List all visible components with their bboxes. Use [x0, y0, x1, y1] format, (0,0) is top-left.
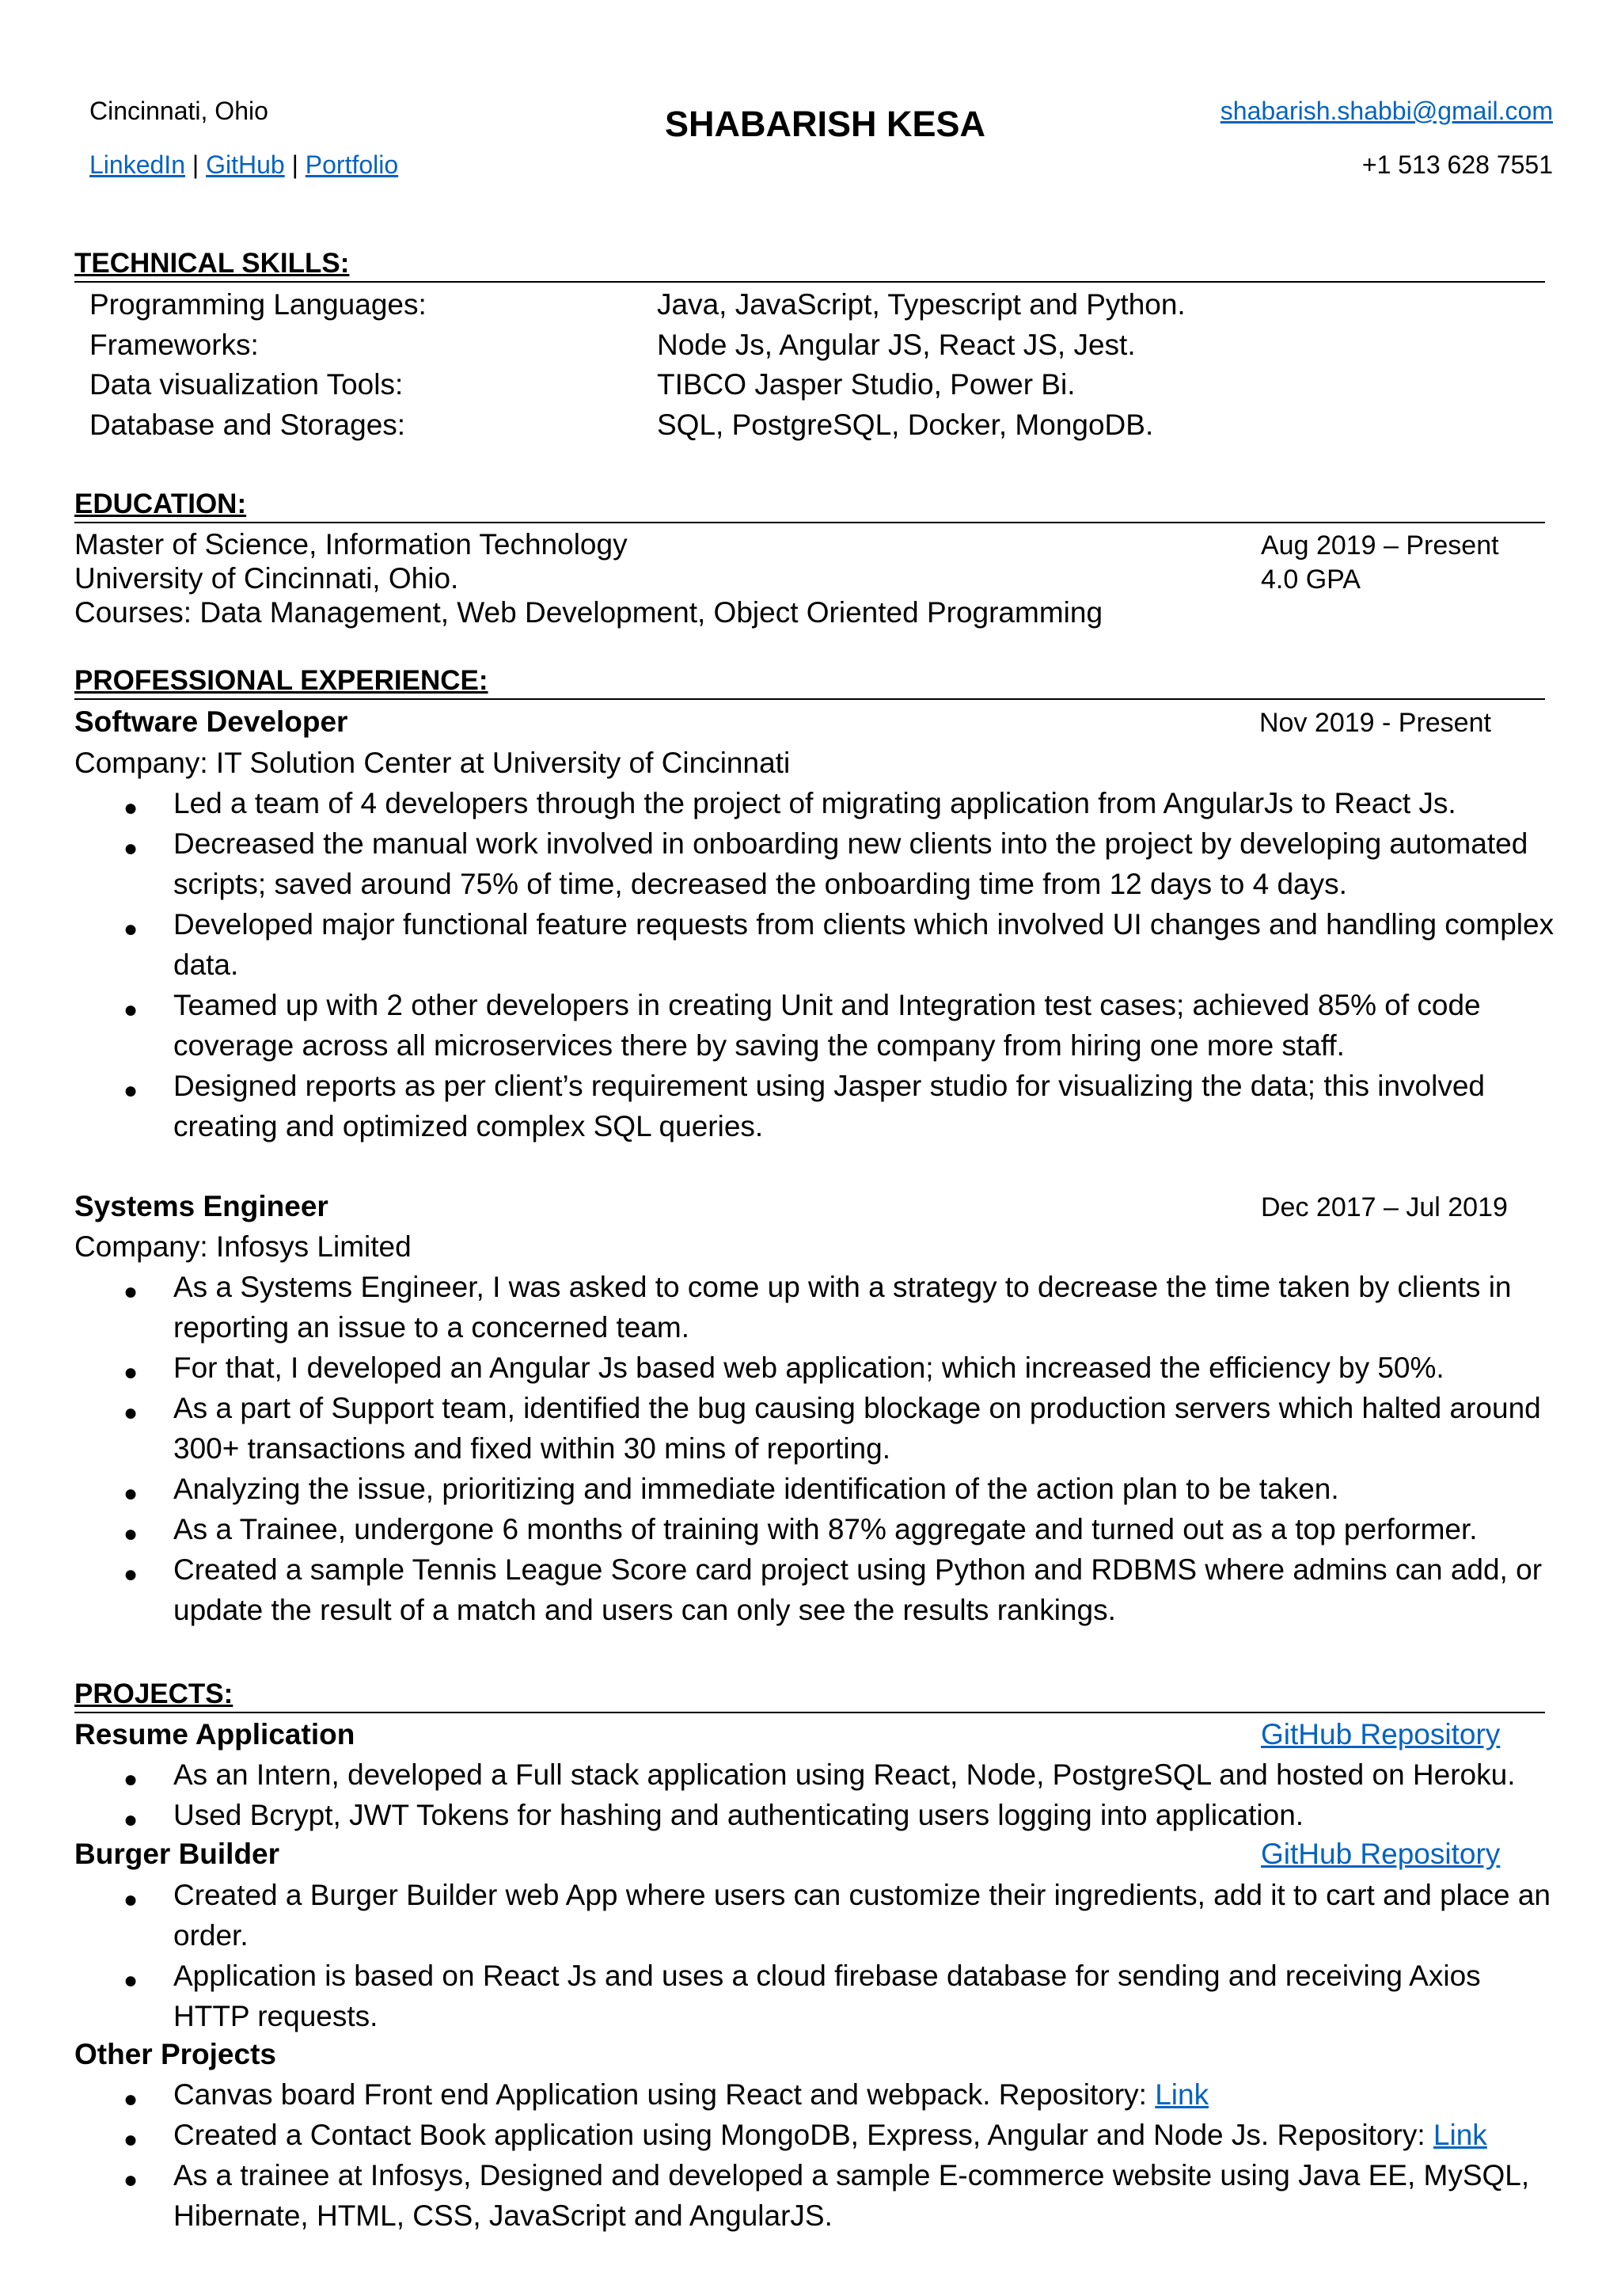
- skill-label: Database and Storages:: [89, 409, 406, 441]
- bullet-point: ●: [123, 1887, 139, 1913]
- link-separator: |: [192, 150, 199, 179]
- bullet-point: ●: [123, 1521, 139, 1547]
- project-title: Other Projects: [74, 2038, 276, 2070]
- section-heading-skills: TECHNICAL SKILLS:: [74, 248, 1545, 283]
- skill-value: Node Js, Angular JS, React JS, Jest.: [657, 329, 1136, 361]
- candidate-name: SHABARISH KESA: [665, 104, 986, 144]
- list-item: [173, 2115, 1558, 2155]
- list-item: Decreased the manual work involved in onboarding new clients into the project by developing automated scripts; saved around 75% of time, decreased the onboarding time from 12 days to 4 days.: [173, 827, 1528, 900]
- bullet-point: ●: [123, 916, 139, 942]
- degree: Master of Science, Information Technology: [74, 528, 628, 561]
- phone: +1 513 628 7551: [1361, 150, 1553, 179]
- bullet-point: ●: [123, 2167, 139, 2193]
- list-item: As an Intern, developed a Full stack application using React, Node, PostgreSQL and hosted on Heroku.: [173, 1758, 1516, 1791]
- list-item: As a Systems Engineer, I was asked to come up with a strategy to decrease the time taken by clients in reporting an issue to a concerned team.: [173, 1271, 1512, 1344]
- list-item: As a part of Support team, identified the bug causing blockage on production servers which halted around 300+ transactions and fixed within 30 mins of reporting.: [173, 1392, 1541, 1465]
- bullet-point: ●: [123, 835, 139, 861]
- education-dates: Aug 2019 – Present: [1261, 530, 1499, 561]
- repository-link[interactable]: Link: [1433, 2119, 1487, 2151]
- location: Cincinnati, Ohio: [89, 97, 268, 125]
- list-item: Teamed up with 2 other developers in creating Unit and Integration test cases; achieved 85% of code coverage across all microservices there by saving the company from hiring one more staff.: [173, 989, 1481, 1062]
- courses: Courses: Data Management, Web Development, Object Oriented Programming: [74, 596, 1103, 629]
- github-link[interactable]: GitHub: [206, 150, 285, 179]
- gpa: 4.0 GPA: [1261, 564, 1361, 595]
- list-item: Analyzing the issue, prioritizing and immediate identification of the action plan to be taken.: [173, 1473, 1339, 1505]
- email-link[interactable]: shabarish.shabbi@gmail.com: [1220, 97, 1553, 125]
- skill-label: Programming Languages:: [89, 288, 427, 321]
- link-separator: |: [291, 150, 298, 179]
- bullet-point: ●: [123, 2086, 139, 2112]
- job-dates: Dec 2017 – Jul 2019: [1261, 1192, 1508, 1222]
- skill-label: Frameworks:: [89, 329, 259, 361]
- list-item: Created a sample Tennis League Score card project using Python and RDBMS where admins can add, or update the result of a match and users can only see the results rankings.: [173, 1553, 1543, 1626]
- list-item: Created a Burger Builder web App where users can customize their ingredients, add it to cart and place an order.: [173, 1879, 1551, 1952]
- github-repository-link[interactable]: GitHub Repository: [1261, 1718, 1501, 1751]
- list-item: As a Trainee, undergone 6 months of training with 87% aggregate and turned out as a top performer.: [173, 1513, 1478, 1545]
- bullet-point: ●: [123, 1078, 139, 1104]
- bullet-point: ●: [123, 1561, 139, 1587]
- bullet-point: ●: [123, 1481, 139, 1507]
- skill-value: SQL, PostgreSQL, Docker, MongoDB.: [657, 409, 1154, 441]
- job-dates: Nov 2019 - Present: [1259, 708, 1491, 738]
- job-title: Systems Engineer: [74, 1190, 328, 1222]
- bullet-point: ●: [123, 1766, 139, 1792]
- linkedin-link[interactable]: LinkedIn: [89, 150, 185, 179]
- project-title: Resume Application: [74, 1718, 355, 1751]
- bullet-point: ●: [123, 1967, 139, 1994]
- project-title: Burger Builder: [74, 1838, 280, 1870]
- list-item: Application is based on React Js and uses a cloud firebase database for sending and receiving Axios HTTP requests.: [173, 1960, 1481, 2032]
- profile-links: [89, 149, 398, 182]
- list-item: [173, 2074, 1558, 2115]
- skill-label: Data visualization Tools:: [89, 368, 404, 401]
- bullet-point: ●: [123, 1807, 139, 1833]
- list-item: As a trainee at Infosys, Designed and developed a sample E-commerce website using Java EE, MySQL, Hibernate, HTML, CSS, JavaScript and AngularJS.: [173, 2159, 1530, 2232]
- company: Company: IT Solution Center at University of Cincinnati: [74, 747, 791, 779]
- bullet-point: ●: [123, 997, 139, 1023]
- bullet-point: ●: [123, 1400, 139, 1426]
- skill-value: TIBCO Jasper Studio, Power Bi.: [657, 368, 1076, 401]
- bullet-point: ●: [123, 2127, 139, 2153]
- company: Company: Infosys Limited: [74, 1230, 412, 1263]
- list-item: Developed major functional feature requests from clients which involved UI changes and handling complex data.: [173, 908, 1555, 981]
- skill-value: Java, JavaScript, Typescript and Python.: [657, 288, 1186, 321]
- list-item-text: Canvas board Front end Application using React and webpack. Repository:: [173, 2078, 1156, 2111]
- list-item-text: Created a Contact Book application using MongoDB, Express, Angular and Node Js. Repository:: [173, 2119, 1433, 2151]
- section-heading-education: EDUCATION:: [74, 488, 1545, 523]
- job-title: Software Developer: [74, 705, 348, 738]
- list-item: Designed reports as per client’s requirement using Jasper studio for visualizing the data; this involved creating and optimized complex SQL queries.: [173, 1070, 1485, 1142]
- section-heading-projects: PROJECTS:: [74, 1678, 1545, 1713]
- school: University of Cincinnati, Ohio.: [74, 562, 459, 595]
- bullet-point: ●: [123, 1279, 139, 1305]
- bullet-point: ●: [123, 1359, 139, 1386]
- list-item: Used Bcrypt, JWT Tokens for hashing and authenticating users logging into application.: [173, 1799, 1304, 1831]
- list-item: Led a team of 4 developers through the project of migrating application from AngularJs to React Js.: [173, 787, 1456, 819]
- repository-link[interactable]: Link: [1155, 2078, 1209, 2111]
- portfolio-link[interactable]: Portfolio: [305, 150, 399, 179]
- github-repository-link[interactable]: GitHub Repository: [1261, 1838, 1501, 1870]
- section-heading-experience: PROFESSIONAL EXPERIENCE:: [74, 665, 1545, 700]
- list-item: For that, I developed an Angular Js based web application; which increased the efficiency by 50%.: [173, 1351, 1444, 1384]
- bullet-point: ●: [123, 795, 139, 821]
